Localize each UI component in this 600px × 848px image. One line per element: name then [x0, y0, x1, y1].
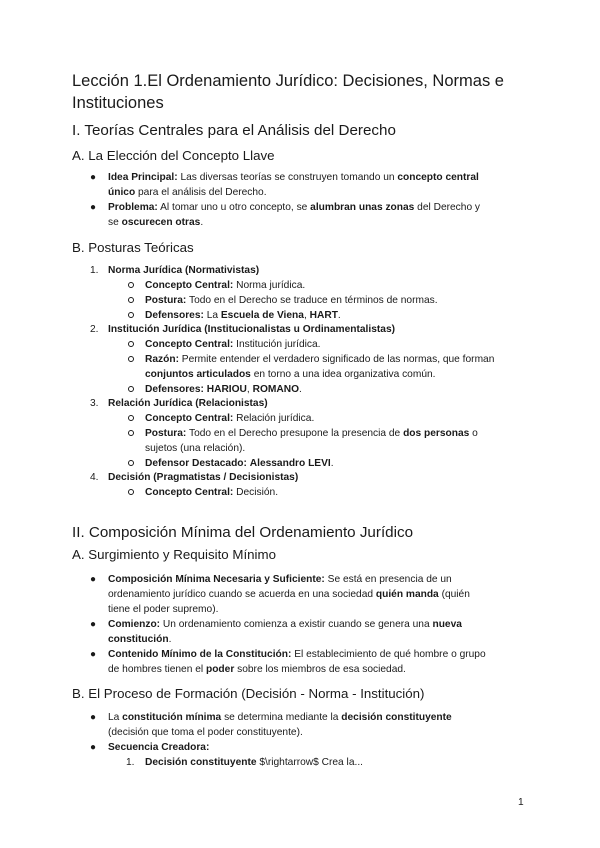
item-3-postura-line-2: sujetos (una relación). [145, 443, 246, 454]
list-number: 2. [90, 324, 99, 335]
title-line-1: Lección 1.El Ordenamiento Jurídico: Decisiones, Normas e [72, 72, 504, 90]
bullet-dot: ● [90, 712, 97, 723]
item-1-postura: Postura: Todo en el Derecho se traduce en términos de normas. [145, 295, 438, 306]
item-1-defensores: Defensores: La Escuela de Viena, HART. [145, 310, 341, 321]
item-3-concepto: Concepto Central: Relación jurídica. [145, 413, 315, 424]
circle-bullet [128, 415, 134, 421]
comienzo-line-2: constitución. [108, 634, 172, 645]
bullet-dot: ● [90, 619, 97, 630]
item-4-concepto: Concepto Central: Decisión. [145, 487, 279, 498]
composicion-line-3: tiene el poder supremo). [108, 604, 219, 615]
section-1a-heading: A. La Elección del Concepto Llave [72, 148, 275, 163]
circle-bullet [128, 430, 134, 436]
list-number: 3. [90, 398, 99, 409]
circle-bullet [128, 489, 134, 495]
title-line-2: Instituciones [72, 94, 164, 112]
section-2-heading: II. Composición Mínima del Ordenamiento Jurídico [72, 524, 414, 541]
constitucion-line-1: La constitución mínima se determina mediante la decisión constituyente [108, 712, 452, 723]
list-number: 1. [90, 265, 99, 276]
constitucion-line-2: (decisión que toma el poder constituyente). [108, 727, 303, 738]
problema-line-2: se oscurecen otras. [108, 217, 204, 228]
contenido-line-1: Contenido Mínimo de la Constitución: El establecimiento de qué hombre o grupo [108, 649, 486, 660]
item-3-title: Relación Jurídica (Relacionistas) [108, 398, 268, 409]
circle-bullet [128, 312, 134, 318]
list-number: 1. [126, 757, 135, 768]
bullet-dot: ● [90, 574, 97, 585]
circle-bullet [128, 386, 134, 392]
bullet-dot: ● [90, 649, 97, 660]
composicion-line-2: ordenamiento jurídico cuando se acuerda en una sociedad quién manda (quién [108, 589, 470, 600]
circle-bullet [128, 356, 134, 362]
document-title [72, 70, 504, 114]
item-4-title: Decisión (Pragmatistas / Decisionistas) [108, 472, 299, 483]
comienzo-line-1: Comienzo: Un ordenamiento comienza a existir cuando se genera una nueva [108, 619, 462, 630]
item-1-title: Norma Jurídica (Normativistas) [108, 265, 260, 276]
circle-bullet [128, 282, 134, 288]
item-2-razon-line-1: Razón: Permite entender el verdadero significado de las normas, que forman [145, 354, 495, 365]
bullet-dot: ● [90, 172, 97, 183]
section-2b-heading: B. El Proceso de Formación (Decisión - Norma - Institución) [72, 686, 425, 701]
step-1-line: Decisión constituyente $\rightarrow$ Crea la... [145, 757, 363, 768]
item-1-concepto: Concepto Central: Norma jurídica. [145, 280, 306, 291]
page-number: 1 [518, 797, 524, 808]
idea-principal-line-2: único para el análisis del Derecho. [108, 187, 267, 198]
item-3-defensor: Defensor Destacado: Alessandro LEVI. [145, 458, 334, 469]
item-2-concepto: Concepto Central: Institución jurídica. [145, 339, 321, 350]
section-1-heading: I. Teorías Centrales para el Análisis del Derecho [72, 122, 396, 139]
bullet-dot: ● [90, 742, 97, 753]
contenido-line-2: de hombres tienen el poder sobre los miembros de esa sociedad. [108, 664, 406, 675]
idea-principal-line-1: Idea Principal: Las diversas teorías se construyen tomando un concepto central [108, 172, 479, 183]
circle-bullet [128, 297, 134, 303]
circle-bullet [128, 341, 134, 347]
composicion-line-1: Composición Mínima Necesaria y Suficiente: Se está en presencia de un [108, 574, 452, 585]
section-1b-heading: B. Posturas Teóricas [72, 240, 194, 255]
bullet-dot: ● [90, 202, 97, 213]
section-2a-heading: A. Surgimiento y Requisito Mínimo [72, 547, 276, 562]
item-2-defensores: Defensores: HARIOU, ROMANO. [145, 384, 302, 395]
item-2-razon-line-2: conjuntos articulados en torno a una idea organizativa común. [145, 369, 436, 380]
list-number: 4. [90, 472, 99, 483]
problema-line-1: Problema: Al tomar uno u otro concepto, se alumbran unas zonas del Derecho y [108, 202, 481, 213]
item-2-title: Institución Jurídica (Institucionalistas u Ordinamentalistas) [108, 324, 396, 335]
item-3-postura-line-1: Postura: Todo en el Derecho presupone la presencia de dos personas o [145, 428, 478, 439]
secuencia-label: Secuencia Creadora: [108, 742, 210, 753]
circle-bullet [128, 460, 134, 466]
